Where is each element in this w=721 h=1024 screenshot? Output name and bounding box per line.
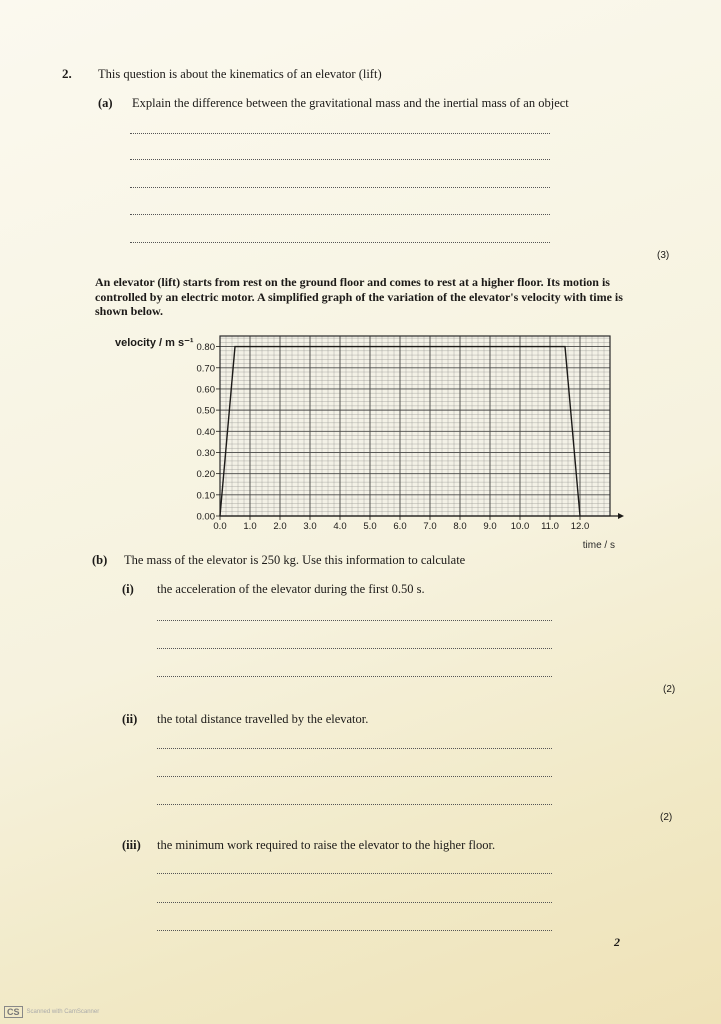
answer-line[interactable] <box>157 620 552 621</box>
y-tick-label: 0.70 <box>196 363 215 375</box>
x-tick-label: 1.0 <box>243 521 257 532</box>
y-tick-label: 0.00 <box>196 511 215 523</box>
camscanner-logo: CS <box>4 1006 23 1018</box>
x-tick-label: 12.0 <box>570 521 590 532</box>
x-tick-label: 6.0 <box>393 521 407 532</box>
part-b-ii-marks: (2) <box>660 812 673 823</box>
x-tick-label: 7.0 <box>423 521 437 532</box>
part-a-text: Explain the difference between the gravitational mass and the inertial mass of an object <box>132 96 569 110</box>
scanner-text: Scanned with CamScanner <box>26 1009 100 1015</box>
x-axis-arrow <box>618 513 624 519</box>
x-tick-label: 3.0 <box>303 521 317 532</box>
minor-grid <box>220 336 610 516</box>
answer-line[interactable] <box>157 804 552 805</box>
x-tick-label: 5.0 <box>363 521 377 532</box>
part-b-i-text: the acceleration of the elevator during the first 0.50 s. <box>157 582 425 596</box>
context-paragraph: An elevator (lift) starts from rest on the ground floor and comes to rest at a higher floor. Its motion is controlled by an electric motor. A simplified graph of the variation of the elevator's velocity with time is shown below. <box>95 275 623 318</box>
x-axis-label: time / s <box>582 540 615 551</box>
answer-line[interactable] <box>157 776 552 777</box>
question-intro: This question is about the kinematics of an elevator (lift) <box>98 67 382 81</box>
part-b-iii-label: (iii) <box>122 838 141 852</box>
part-a-label: (a) <box>98 96 113 110</box>
x-tick-label: 11.0 <box>541 521 559 532</box>
part-b-i-marks: (2) <box>663 684 676 695</box>
y-tick-label: 0.20 <box>196 469 215 481</box>
scanner-badge <box>4 1006 99 1018</box>
question-number: 2. <box>62 66 72 81</box>
page-number: 2 <box>614 935 620 949</box>
y-tick-label: 0.80 <box>196 342 215 354</box>
y-tick-label: 0.50 <box>196 405 215 417</box>
x-tick-label: 2.0 <box>273 521 287 532</box>
part-a-marks: (3) <box>657 250 670 261</box>
x-tick-label: 4.0 <box>333 521 347 532</box>
part-b-iii-text: the minimum work required to raise the elevator to the higher floor. <box>157 838 496 852</box>
answer-line[interactable] <box>157 648 552 649</box>
x-tick-label: 0.0 <box>213 521 227 532</box>
part-b-i-label: (i) <box>122 582 134 596</box>
answer-line[interactable] <box>157 902 552 903</box>
answer-line[interactable] <box>130 133 550 134</box>
part-b-ii-text: the total distance travelled by the elevator. <box>157 712 369 726</box>
y-tick-label: 0.10 <box>196 490 215 502</box>
y-tick-label: 0.60 <box>196 384 215 396</box>
part-b-ii-label: (ii) <box>122 712 138 726</box>
part-b-text: The mass of the elevator is 250 kg. Use this information to calculate <box>124 553 466 567</box>
velocity-time-graph <box>110 330 630 555</box>
y-tick-label: 0.40 <box>196 426 215 438</box>
answer-line[interactable] <box>130 214 550 215</box>
x-tick-label: 9.0 <box>483 521 497 532</box>
answer-line[interactable] <box>130 159 550 160</box>
answer-line[interactable] <box>157 930 552 931</box>
answer-line[interactable] <box>157 748 552 749</box>
plot-area <box>220 336 610 516</box>
answer-line[interactable] <box>157 873 552 874</box>
y-axis-label: velocity / m s⁻¹ <box>115 337 194 349</box>
part-b-label: (b) <box>92 553 108 567</box>
answer-line[interactable] <box>130 187 550 188</box>
y-tick-label: 0.30 <box>196 447 215 459</box>
answer-line[interactable] <box>130 242 550 243</box>
x-tick-label: 8.0 <box>453 521 467 532</box>
answer-line[interactable] <box>157 676 552 677</box>
x-tick-label: 10.0 <box>510 521 530 532</box>
